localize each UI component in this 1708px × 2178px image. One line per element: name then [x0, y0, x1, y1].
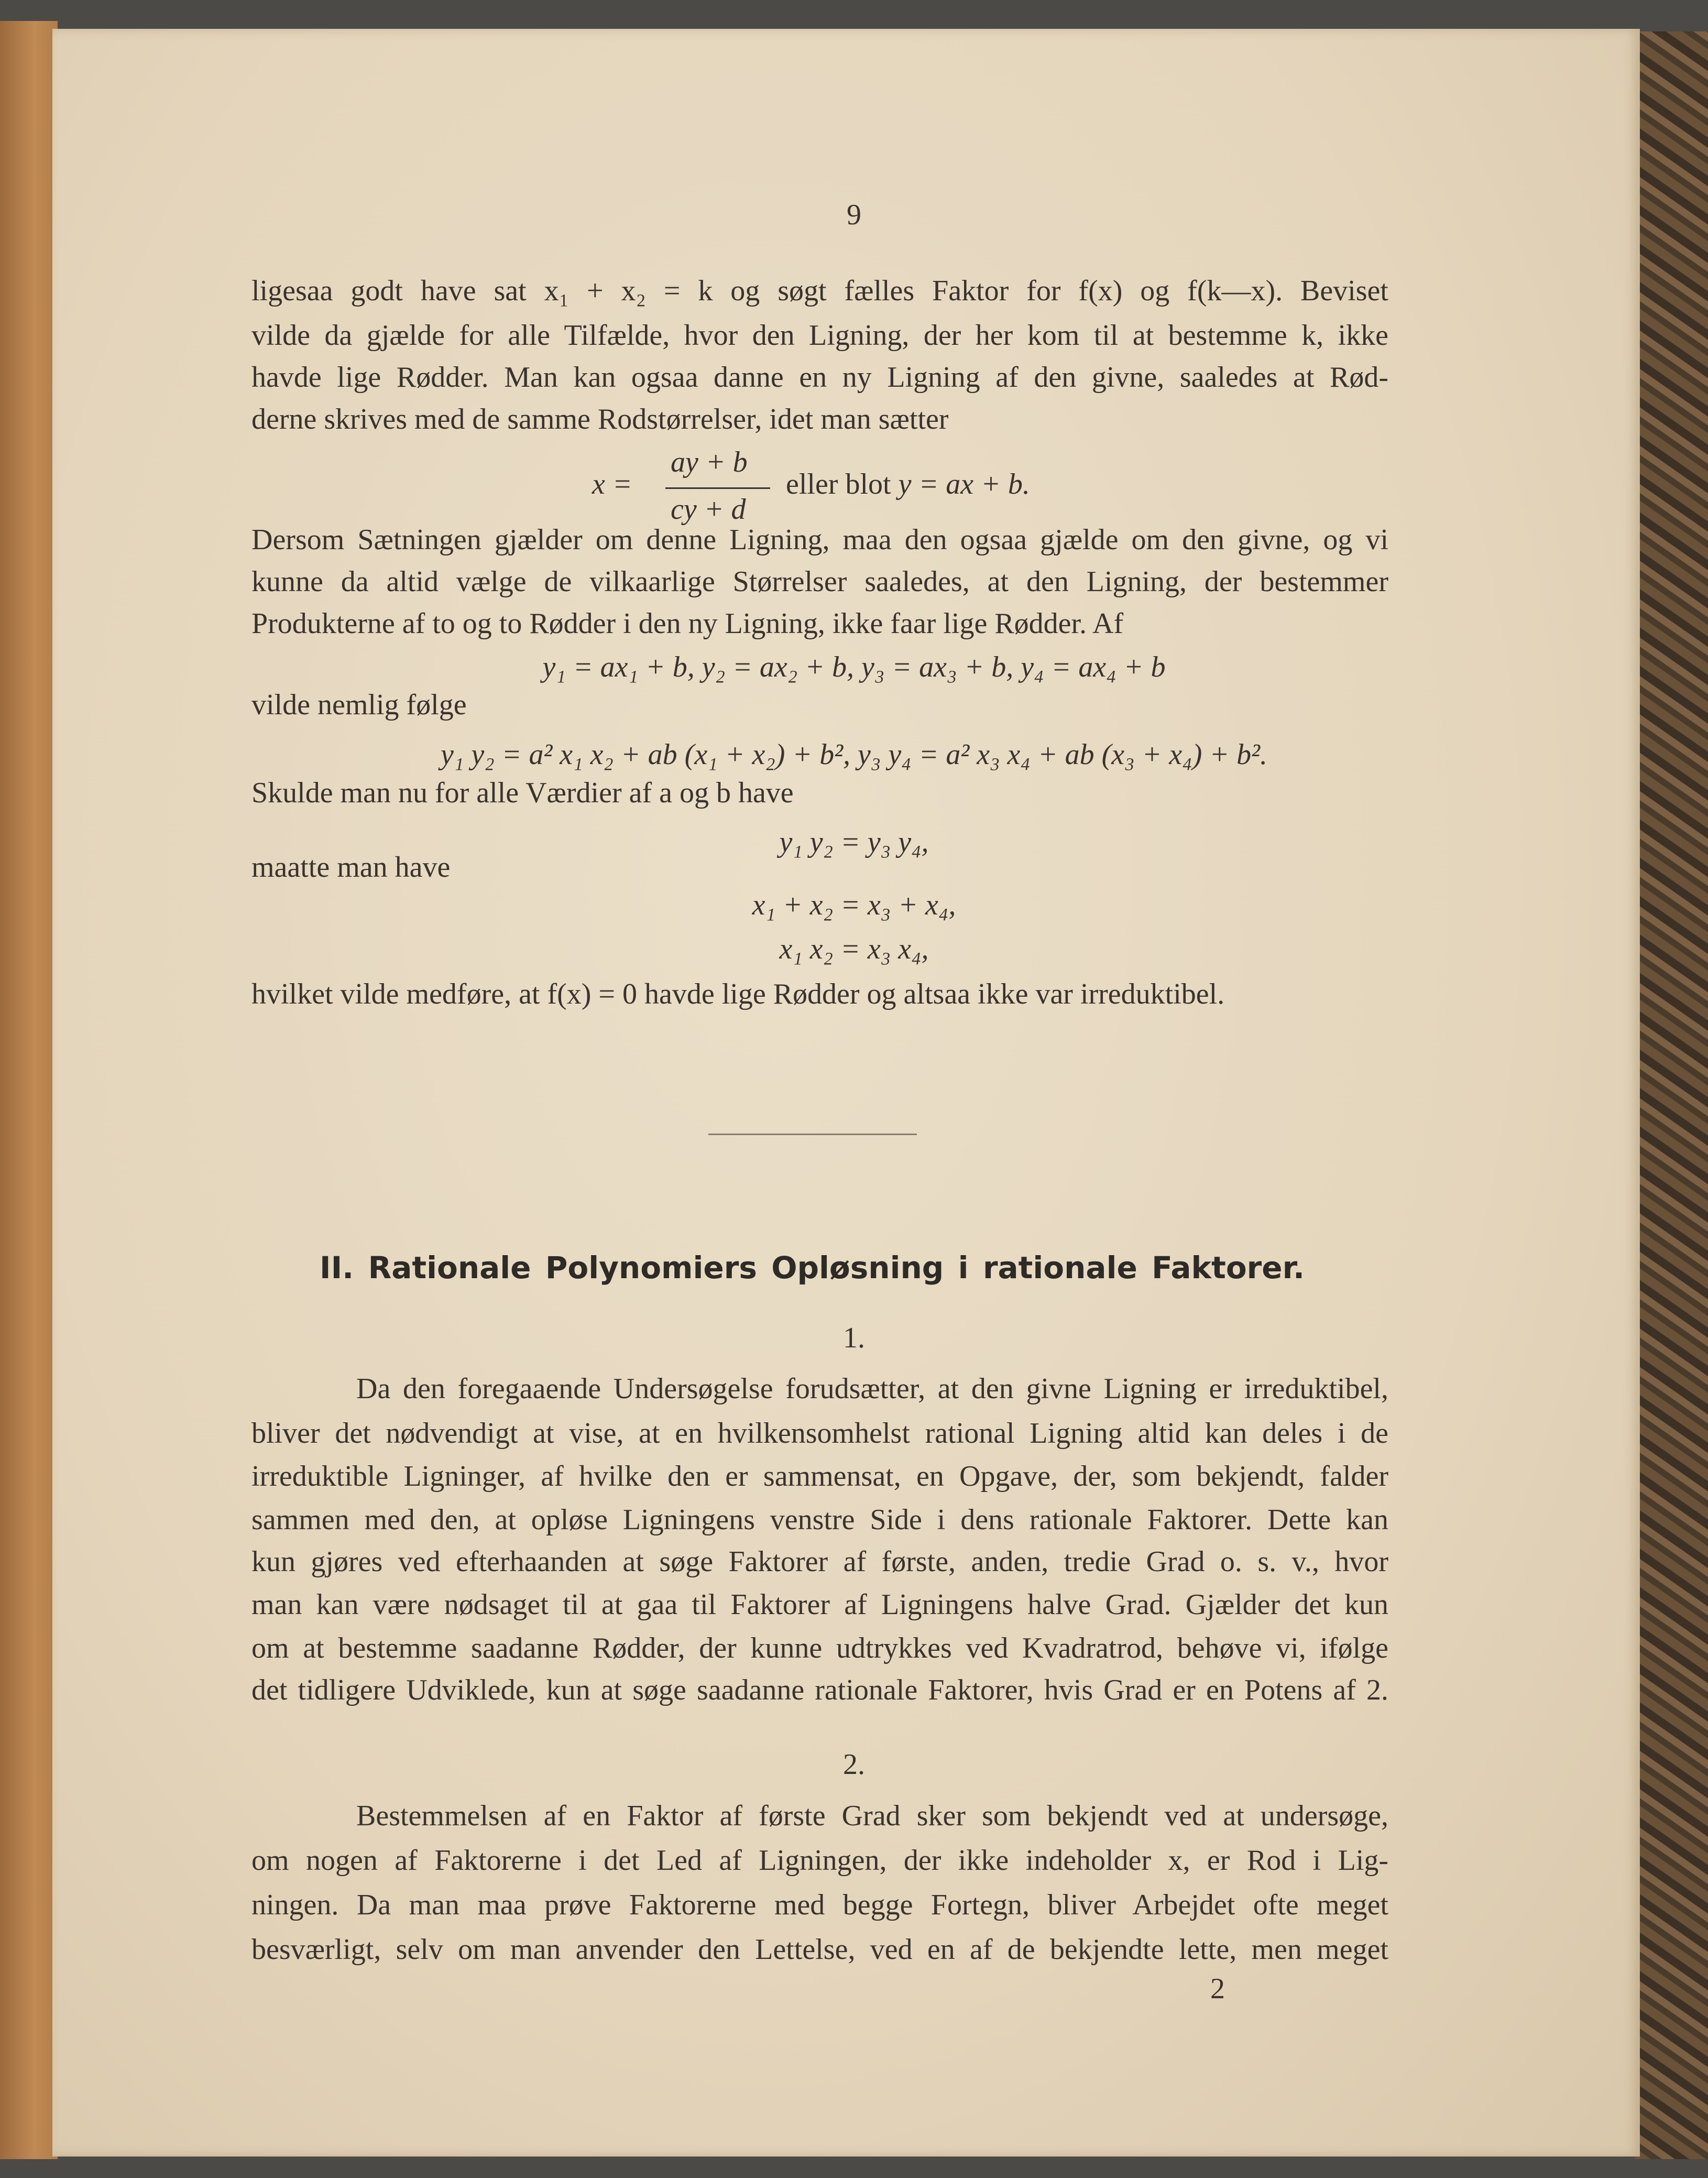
text-line: det tidligere Udviklede, kun at søge saadanne rationale Faktorer, hvis Grad er en Potens af 2. [251, 1674, 1388, 1706]
text-line: Skulde man nu for alle Værdier af a og b have [251, 777, 794, 809]
formula-numerator: ay + b [671, 446, 748, 478]
page-number: 9 [847, 199, 861, 231]
marbled-cover-edge [1635, 31, 1708, 2159]
subsection-number: 1. [843, 1322, 865, 1354]
text-line: hvilket vilde medføre, at f(x) = 0 havde lige Rødder og altsaa ikke var irreduktibel. [251, 978, 1225, 1010]
formula-connector: eller blot [786, 468, 891, 500]
section-divider [708, 1134, 917, 1135]
text-line: Da den foregaaende Undersøgelse forudsætter, at den givne Ligning er irreduktibel, [356, 1373, 1388, 1405]
equation-products: y₁ y₂ = a² x₁ x₂ + ab (x₁ + x₂) + b², y₃ y₄ = a² x₃ x₄ + ab (x₃ + x₄) + b². [441, 738, 1267, 771]
text-line: vilde nemlig følge [251, 689, 467, 721]
fraction-formula [592, 445, 1064, 524]
equation-y: y₁ = ax₁ + b, y₂ = ax₂ + b, y₃ = ax₃ + b, y₄ = ax₄ + b [542, 651, 1166, 683]
text-line: ligesaa godt have sat x₁ + x₂ = k og søgt fælles Faktor for f(x) og f(k—x). Beviset [251, 275, 1388, 307]
text-line: kun gjøres ved efterhaanden at søge Faktorer af første, anden, tredie Grad o. s. v., hvor [251, 1545, 1388, 1578]
chapter-heading: II. Rationale Polynomiers Opløsning i rationale Faktorer. [320, 1250, 1305, 1286]
text-line: Bestemmelsen af en Faktor af første Grad sker som bekjendt ved at undersøge, [356, 1800, 1388, 1832]
equation-equal: y₁ y₂ = y₃ y₄, [779, 826, 929, 858]
formula-rhs: y = ax + b. [898, 468, 1030, 500]
fraction-bar [665, 487, 770, 489]
text-line: Dersom Sætningen gjælder om denne Ligning, maa den ogsaa gjælde om den givne, og vi [251, 524, 1388, 556]
subsection-number: 2. [843, 1748, 865, 1781]
text-line: derne skrives med de samme Rodstørrelser, idet man sætter [251, 403, 949, 435]
text-line: om at bestemme saadanne Rødder, der kunne udtrykkes ved Kvadratrod, behøve vi, ifølge [251, 1632, 1388, 1664]
formula-lhs: x = [592, 468, 632, 500]
text-line: Produkterne af to og to Rødder i den ny Ligning, ikke faar lige Rødder. Af [251, 607, 1124, 640]
text-line: maatte man have [251, 851, 451, 884]
text-line: havde lige Rødder. Man kan ogsaa danne en ny Ligning af den givne, saaledes at Rød- [251, 361, 1388, 394]
sheet-signature-number: 2 [1210, 1973, 1225, 2005]
equation-sum: x₁ + x₂ = x₃ + x₄, [752, 889, 956, 921]
text-line: irreduktible Ligninger, af hvilke den er sammensat, en Opgave, der, som bekjendt, falder [251, 1460, 1388, 1493]
text-line: kunne da altid vælge de vilkaarlige Størrelser saaledes, at den Ligning, der bestemmer [251, 565, 1388, 598]
formula-denominator: cy + d [671, 493, 746, 526]
text-line: besværligt, selv om man anvender den Lettelse, ved en af de bekjendte lette, men meget [251, 1933, 1388, 1966]
text-line: man kan være nødsaget til at gaa til Faktorer af Ligningens halve Grad. Gjælder det kun [251, 1588, 1388, 1621]
equation-product: x₁ x₂ = x₃ x₄, [779, 933, 929, 965]
book-spine-edge [0, 21, 58, 2159]
text-line: ningen. Da man maa prøve Faktorerne med begge Fortegn, bliver Arbejdet ofte meget [251, 1889, 1388, 1921]
text-line: sammen med den, at opløse Ligningens venstre Side i dens rationale Faktorer. Dette kan [251, 1504, 1388, 1536]
text-line: om nogen af Faktorerne i det Led af Ligningen, der ikke indeholder x, er Rod i Lig- [251, 1844, 1388, 1877]
text-line: vilde da gjælde for alle Tilfælde, hvor den Ligning, der her kom til at bestemme k, ikke [251, 319, 1388, 352]
text-line: bliver det nødvendigt at vise, at en hvilkensomhelst rational Ligning altid kan deles i de [251, 1417, 1388, 1450]
